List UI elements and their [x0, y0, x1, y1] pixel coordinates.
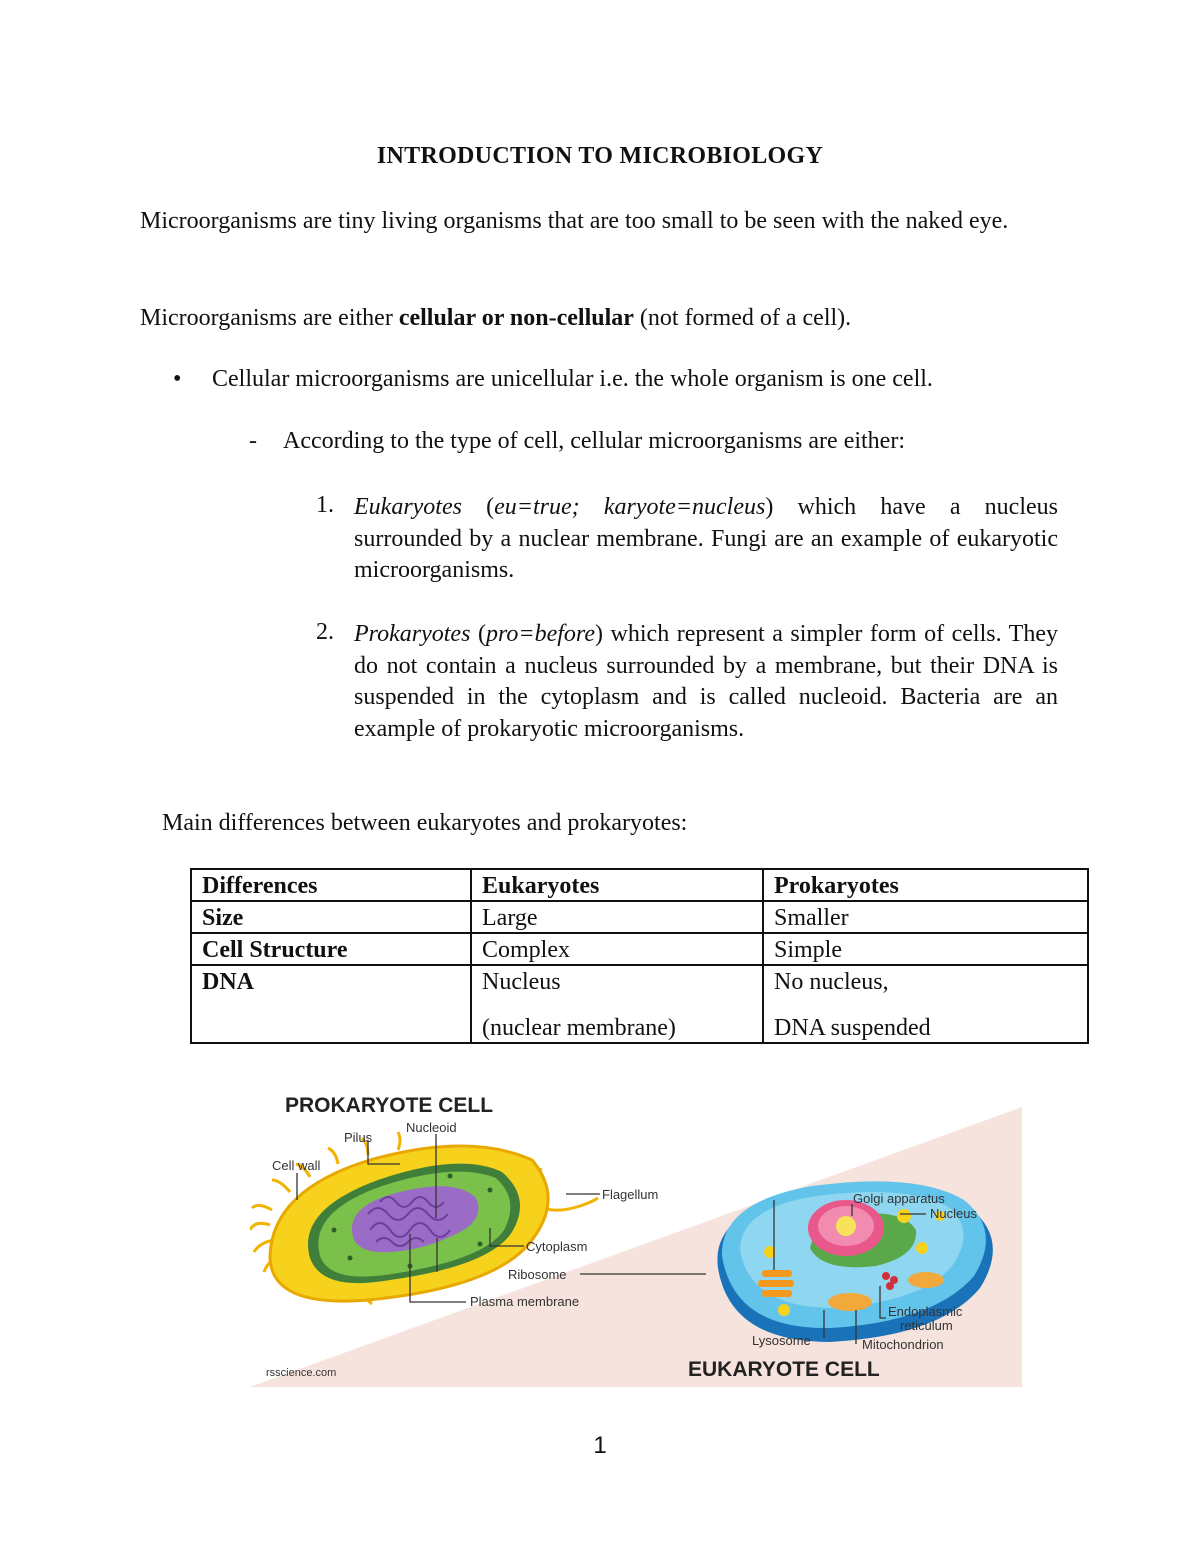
prokaryote-cell: Simple: [763, 933, 1088, 965]
figure-credit: rsscience.com: [266, 1367, 337, 1379]
prokaryote-dna-line2: DNA suspended: [774, 1015, 931, 1041]
row-label: Cell Structure: [191, 933, 471, 965]
bullet-text: Cellular microorganisms are unicellular i.e. the whole organism is one cell.: [212, 366, 933, 392]
eukaryote-cell: [471, 965, 763, 1043]
list-item-number: 1.: [316, 492, 334, 518]
bullet-icon: •: [173, 366, 182, 392]
label-lysosome: Lysosome: [752, 1333, 811, 1348]
page-number: 1: [593, 1432, 607, 1459]
label-cell-wall: Cell wall: [272, 1158, 321, 1173]
label-golgi: Golgi apparatus: [853, 1191, 945, 1206]
cellular-paragraph: [140, 303, 1058, 334]
list-item: [354, 492, 1058, 587]
differences-table: [190, 868, 1089, 1044]
page-title: INTRODUCTION TO MICROBIOLOGY: [376, 143, 824, 169]
cell-diagram: [250, 1080, 1022, 1387]
label-cytoplasm: Cytoplasm: [526, 1239, 588, 1254]
row-label: DNA: [191, 965, 471, 1043]
label-er-line1: Endoplasmic: [888, 1304, 963, 1319]
eukaryote-title: EUKARYOTE CELL: [688, 1358, 880, 1381]
label-ribosome: Ribosome: [508, 1267, 567, 1282]
header-prokaryotes: Prokaryotes: [763, 869, 1088, 901]
table-row: [191, 965, 1088, 1043]
eukaryote-cell: Large: [471, 901, 763, 933]
cellular-paragraph-start: Microorganisms are either: [140, 305, 399, 331]
label-er-line2: reticulum: [900, 1318, 953, 1333]
term-eukaryotes: Eukaryotes: [354, 494, 462, 520]
eukaryote-cell: Complex: [471, 933, 763, 965]
row-label: Size: [191, 901, 471, 933]
label-mitochondrion: Mitochondrion: [862, 1337, 944, 1352]
prokaryote-title: PROKARYOTE CELL: [285, 1094, 494, 1117]
table-header-row: [191, 869, 1088, 901]
label-nucleoid: Nucleoid: [406, 1120, 457, 1135]
dash-icon: -: [249, 428, 257, 454]
prokaryote-cell: Smaller: [763, 901, 1088, 933]
eukaryote-dna-line2: (nuclear membrane): [482, 1015, 676, 1041]
table-row: [191, 901, 1088, 933]
list-item-number: 2.: [316, 619, 334, 645]
term-prokaryotes: Prokaryotes: [354, 621, 471, 647]
label-nucleus: Nucleus: [930, 1206, 977, 1221]
header-eukaryotes: Eukaryotes: [471, 869, 763, 901]
list-item: [354, 619, 1058, 745]
table-intro: Main differences between eukaryotes and prokaryotes:: [162, 810, 688, 836]
table-row: [191, 933, 1088, 965]
header-differences: Differences: [191, 869, 471, 901]
etymology: eu=true; karyote=nucleus: [494, 494, 766, 520]
item-rest: ) which represent a simpler form of cells. They do not contain a nucleus surrounded by a membrane, but their DNA is suspended in the cytoplasm and is called nucleoid. Bacteria are an example of prokaryotic microorganisms.: [354, 621, 1058, 742]
prokaryote-dna-line1: No nucleus,: [774, 969, 889, 995]
label-plasma-membrane: Plasma membrane: [470, 1294, 580, 1309]
label-pilus: Pilus: [344, 1130, 373, 1145]
dash-text: According to the type of cell, cellular microorganisms are either:: [283, 428, 905, 454]
prokaryote-cell: [763, 965, 1088, 1043]
item-rest: ) which have a nucleus surrounded by a nuclear membrane. Fungi are an example of eukaryotic microorganisms.: [354, 494, 1058, 583]
definition-paragraph: Microorganisms are tiny living organisms that are too small to be seen with the naked eye.: [140, 208, 1009, 234]
etymology: pro=before: [485, 621, 596, 647]
cellular-paragraph-end: (not formed of a cell).: [633, 305, 852, 331]
paren-open: (: [461, 494, 495, 520]
label-flagellum: Flagellum: [602, 1187, 659, 1202]
paren-open: (: [470, 621, 486, 647]
eukaryote-dna-line1: Nucleus: [482, 969, 561, 995]
cellular-paragraph-bold: cellular or non-cellular: [398, 305, 634, 331]
